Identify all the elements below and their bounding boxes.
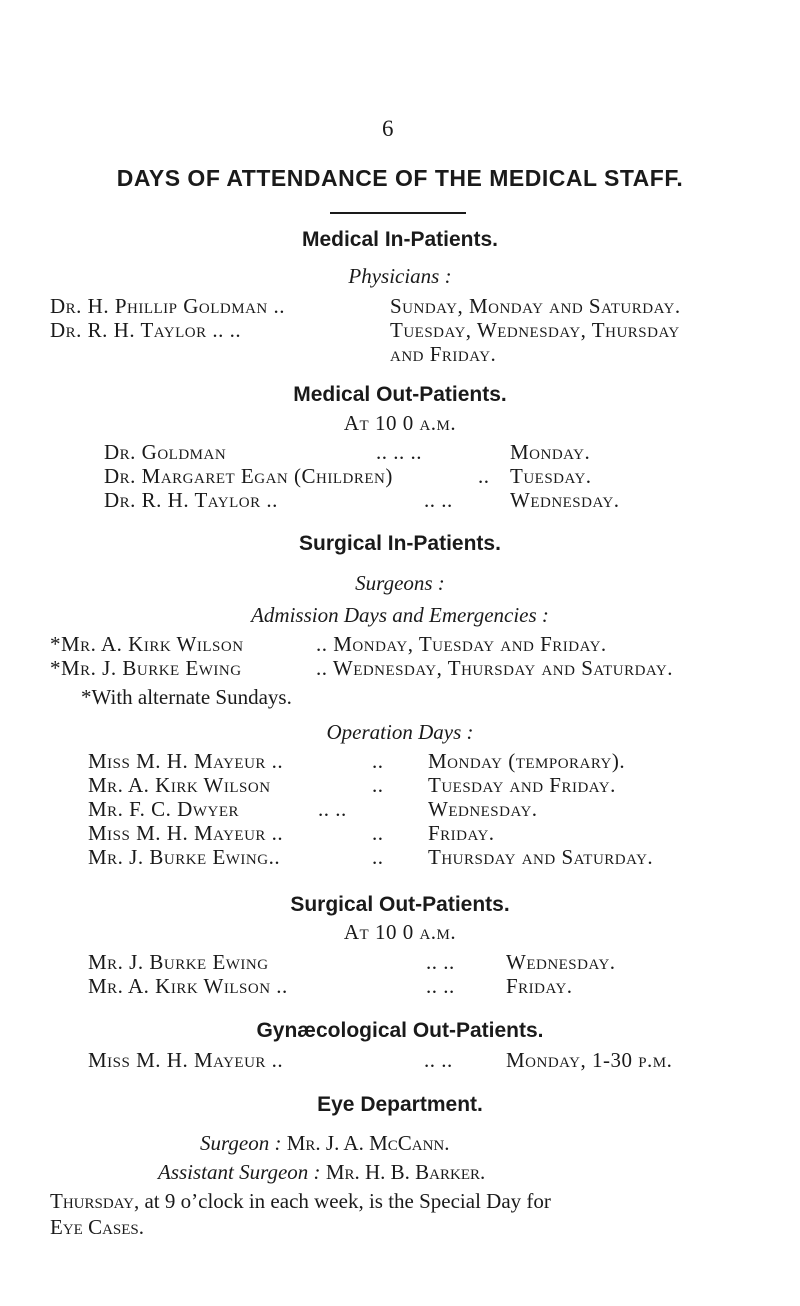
mop-dots-2: .. <box>478 464 490 488</box>
medical-inpatients-heading: Medical In-Patients. <box>301 228 499 251</box>
sop-day-2: Friday. <box>506 974 573 998</box>
operation-name-1: Miss M. H. Mayeur .. <box>88 749 284 773</box>
mop-day-1: Monday. <box>510 440 591 464</box>
medical-outpatients-time: At 10 0 a.m. <box>343 411 457 435</box>
sop-dots-2: .. .. <box>426 974 455 998</box>
operation-name-2: Mr. A. Kirk Wilson <box>88 773 271 797</box>
mop-name-3: Dr. R. H. Taylor .. <box>104 488 278 512</box>
mop-name-2: Dr. Margaret Egan (Children) <box>104 464 393 488</box>
medical-outpatients-heading: Medical Out-Patients. <box>293 383 507 406</box>
eye-assistant-name: Mr. H. B. Barker. <box>325 1160 486 1184</box>
operation-days-5: Thursday and Saturday. <box>428 845 654 869</box>
page-number: 6 <box>382 116 394 141</box>
surgeons-subheading: Surgeons : <box>355 571 445 595</box>
operation-name-3: Mr. F. C. Dwyer <box>88 797 240 821</box>
operation-days-subheading: Operation Days : <box>326 720 474 744</box>
surgical-inpatients-heading: Surgical In-Patients. <box>299 532 501 555</box>
sop-dots-1: .. .. <box>426 950 455 974</box>
mop-dots-1: .. .. .. <box>376 440 422 464</box>
eye-note-lead: Thursday, <box>50 1189 140 1213</box>
operation-days-1: Monday (temporary). <box>428 749 626 773</box>
surgeon-name-1: *Mr. A. Kirk Wilson <box>50 632 244 656</box>
mop-day-3: Wednesday. <box>510 488 620 512</box>
sop-name-2: Mr. A. Kirk Wilson .. <box>88 974 288 998</box>
gynaecological-outpatients-heading: Gynæcological Out-Patients. <box>256 1019 544 1042</box>
eye-surgeon-name: Mr. J. A. McCann. <box>286 1131 450 1155</box>
surgeon-days-1: .. Monday, Tuesday and Friday. <box>316 632 607 656</box>
operation-dots-4: .. <box>372 821 384 845</box>
physician-days-2: Tuesday, Wednesday, Thursday <box>390 318 680 342</box>
eye-note-text: at 9 o’clock in each week, is the Special Day for <box>144 1189 551 1213</box>
mop-day-2: Tuesday. <box>510 464 592 488</box>
eye-department-heading: Eye Department. <box>317 1093 483 1116</box>
gop-dots-1: .. .. <box>424 1048 453 1072</box>
eye-note-end: Eye Cases. <box>50 1215 145 1239</box>
physician-name-2: Dr. R. H. Taylor .. .. <box>50 318 242 342</box>
physician-name-1: Dr. H. Phillip Goldman .. <box>50 294 286 318</box>
title-rule <box>330 212 466 214</box>
operation-name-5: Mr. J. Burke Ewing.. <box>88 845 281 869</box>
sop-day-1: Wednesday. <box>506 950 616 974</box>
operation-dots-5: .. <box>372 845 384 869</box>
surgeon-days-2: .. Wednesday, Thursday and Saturday. <box>316 656 673 680</box>
physician-days-continuation: and Friday. <box>390 342 497 366</box>
operation-days-2: Tuesday and Friday. <box>428 773 616 797</box>
eye-surgeon-label: Surgeon : <box>200 1131 282 1155</box>
eye-special-day-note <box>50 1188 766 1240</box>
page-title: DAYS OF ATTENDANCE OF THE MEDICAL STAFF. <box>116 165 684 191</box>
eye-assistant-label: Assistant Surgeon : <box>158 1160 321 1184</box>
surgeon-name-2: *Mr. J. Burke Ewing <box>50 656 242 680</box>
operation-days-4: Friday. <box>428 821 495 845</box>
physicians-subheading: Physicians : <box>348 264 452 288</box>
mop-name-1: Dr. Goldman <box>104 440 227 464</box>
alternate-sundays-footnote: *With alternate Sundays. <box>81 685 292 709</box>
gop-name-1: Miss M. H. Mayeur .. <box>88 1048 284 1072</box>
operation-dots-3: .. .. <box>318 797 347 821</box>
sop-name-1: Mr. J. Burke Ewing <box>88 950 269 974</box>
eye-assistant-line <box>158 1160 485 1185</box>
eye-surgeon-line <box>200 1131 450 1156</box>
operation-dots-2: .. <box>372 773 384 797</box>
operation-name-4: Miss M. H. Mayeur .. <box>88 821 284 845</box>
operation-days-3: Wednesday. <box>428 797 538 821</box>
surgical-outpatients-time: At 10 0 a.m. <box>343 920 457 944</box>
mop-dots-3: .. .. <box>424 488 453 512</box>
gop-day-1: Monday, 1-30 p.m. <box>506 1048 673 1072</box>
operation-dots-1: .. <box>372 749 384 773</box>
surgical-outpatients-heading: Surgical Out-Patients. <box>290 893 510 916</box>
physician-days-1: Sunday, Monday and Saturday. <box>390 294 681 318</box>
admission-subheading: Admission Days and Emergencies : <box>251 603 549 627</box>
